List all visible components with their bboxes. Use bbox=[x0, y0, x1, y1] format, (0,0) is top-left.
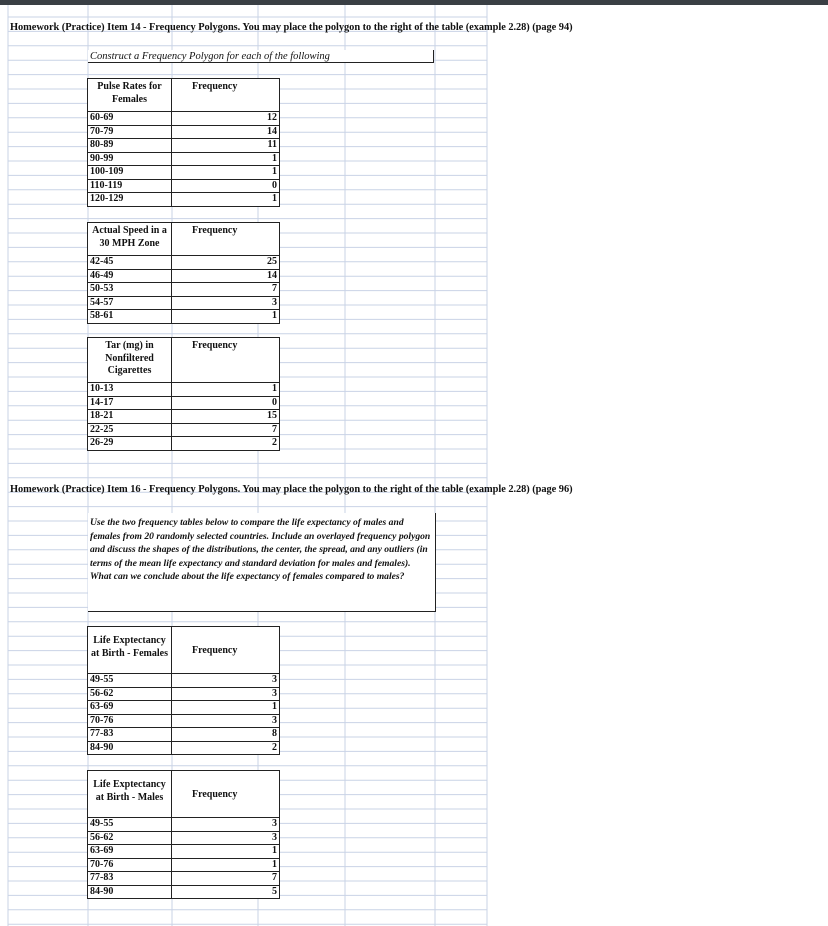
table-row bbox=[88, 383, 280, 397]
frequency-header: Frequency bbox=[172, 338, 280, 383]
frequency-cell[interactable]: 1 bbox=[172, 845, 280, 859]
interval-cell[interactable]: 56-62 bbox=[88, 831, 172, 845]
frequency-header: Frequency bbox=[172, 627, 280, 674]
table-row bbox=[88, 687, 280, 701]
interval-cell[interactable]: 49-55 bbox=[88, 818, 172, 832]
frequency-cell[interactable]: 2 bbox=[172, 741, 280, 755]
interval-cell[interactable]: 120-129 bbox=[88, 193, 172, 207]
interval-cell[interactable]: 110-119 bbox=[88, 179, 172, 193]
frequency-cell[interactable]: 1 bbox=[172, 383, 280, 397]
table-row bbox=[88, 166, 280, 180]
interval-cell[interactable]: 70-76 bbox=[88, 858, 172, 872]
table-row bbox=[88, 858, 280, 872]
frequency-cell[interactable]: 1 bbox=[172, 152, 280, 166]
interval-cell[interactable]: 100-109 bbox=[88, 166, 172, 180]
interval-cell[interactable]: 77-83 bbox=[88, 872, 172, 886]
frequency-cell[interactable]: 7 bbox=[172, 283, 280, 297]
frequency-cell[interactable]: 11 bbox=[172, 139, 280, 153]
interval-cell[interactable]: 77-83 bbox=[88, 728, 172, 742]
interval-cell[interactable]: 58-61 bbox=[88, 310, 172, 324]
interval-cell[interactable]: 42-45 bbox=[88, 256, 172, 270]
table-header-row bbox=[88, 627, 280, 674]
heading-item-16: Homework (Practice) Item 16 - Frequency Polygons. You may place the polygon to the right of the table (example 2.28) (page 96) bbox=[10, 484, 573, 495]
interval-cell[interactable]: 90-99 bbox=[88, 152, 172, 166]
table-row bbox=[88, 423, 280, 437]
interval-cell[interactable]: 80-89 bbox=[88, 139, 172, 153]
frequency-header: Frequency bbox=[172, 223, 280, 256]
table-row bbox=[88, 256, 280, 270]
table-row bbox=[88, 872, 280, 886]
table-row bbox=[88, 396, 280, 410]
interval-cell[interactable]: 54-57 bbox=[88, 296, 172, 310]
frequency-cell[interactable]: 3 bbox=[172, 687, 280, 701]
interval-cell[interactable]: 70-79 bbox=[88, 125, 172, 139]
interval-cell[interactable]: 18-21 bbox=[88, 410, 172, 424]
interval-header: Pulse Rates for Females bbox=[88, 79, 172, 112]
table-row bbox=[88, 112, 280, 126]
interval-cell[interactable]: 14-17 bbox=[88, 396, 172, 410]
frequency-cell[interactable]: 2 bbox=[172, 437, 280, 451]
table-row bbox=[88, 139, 280, 153]
table-row bbox=[88, 818, 280, 832]
frequency-cell[interactable]: 5 bbox=[172, 885, 280, 899]
table-header-row bbox=[88, 223, 280, 256]
table-row bbox=[88, 741, 280, 755]
frequency-cell[interactable]: 0 bbox=[172, 179, 280, 193]
instruction-box-16: Use the two frequency tables below to compare the life expectancy of males and females from 20 randomly selected countries. Include an overlayed frequency polygon and discuss the shapes of the distributions, the center, the spread, and any outliers (in terms of the mean life expectancy and standard deviation for males and females). What can we conclude about the life expectancy of females compared to males? bbox=[88, 513, 436, 612]
interval-cell[interactable]: 46-49 bbox=[88, 269, 172, 283]
table-row bbox=[88, 845, 280, 859]
table-header-row bbox=[88, 79, 280, 112]
table-row bbox=[88, 728, 280, 742]
table-row bbox=[88, 193, 280, 207]
frequency-cell[interactable]: 1 bbox=[172, 166, 280, 180]
table-row bbox=[88, 125, 280, 139]
frequency-cell[interactable]: 1 bbox=[172, 701, 280, 715]
interval-cell[interactable]: 84-90 bbox=[88, 741, 172, 755]
interval-header: Actual Speed in a 30 MPH Zone bbox=[88, 223, 172, 256]
interval-header: Life Exptectancy at Birth - Females bbox=[88, 627, 172, 674]
table-row bbox=[88, 296, 280, 310]
frequency-cell[interactable]: 1 bbox=[172, 858, 280, 872]
table-row bbox=[88, 269, 280, 283]
table-pulse-rates bbox=[87, 78, 280, 207]
frequency-cell[interactable]: 14 bbox=[172, 125, 280, 139]
frequency-cell[interactable]: 0 bbox=[172, 396, 280, 410]
frequency-header: Frequency bbox=[172, 771, 280, 818]
frequency-cell[interactable]: 8 bbox=[172, 728, 280, 742]
interval-cell[interactable]: 22-25 bbox=[88, 423, 172, 437]
interval-cell[interactable]: 63-69 bbox=[88, 845, 172, 859]
frequency-cell[interactable]: 3 bbox=[172, 296, 280, 310]
interval-cell[interactable]: 49-55 bbox=[88, 674, 172, 688]
frequency-cell[interactable]: 3 bbox=[172, 674, 280, 688]
table-life-males bbox=[87, 770, 280, 899]
table-row bbox=[88, 410, 280, 424]
frequency-cell[interactable]: 7 bbox=[172, 872, 280, 886]
table-row bbox=[88, 310, 280, 324]
frequency-cell[interactable]: 12 bbox=[172, 112, 280, 126]
instruction-box-14: Construct a Frequency Polygon for each of the following bbox=[88, 50, 434, 63]
table-tar bbox=[87, 337, 280, 451]
interval-cell[interactable]: 26-29 bbox=[88, 437, 172, 451]
frequency-header: Frequency bbox=[172, 79, 280, 112]
table-life-females bbox=[87, 626, 280, 755]
table-row bbox=[88, 179, 280, 193]
frequency-cell[interactable]: 1 bbox=[172, 310, 280, 324]
frequency-cell[interactable]: 1 bbox=[172, 193, 280, 207]
frequency-cell[interactable]: 3 bbox=[172, 714, 280, 728]
frequency-cell[interactable]: 3 bbox=[172, 831, 280, 845]
table-row bbox=[88, 437, 280, 451]
frequency-cell[interactable]: 15 bbox=[172, 410, 280, 424]
frequency-cell[interactable]: 7 bbox=[172, 423, 280, 437]
heading-item-14: Homework (Practice) Item 14 - Frequency Polygons. You may place the polygon to the right of the table (example 2.28) (page 94) bbox=[10, 22, 573, 33]
table-row bbox=[88, 714, 280, 728]
interval-header: Tar (mg) in Nonfiltered Cigarettes bbox=[88, 338, 172, 383]
frequency-cell[interactable]: 14 bbox=[172, 269, 280, 283]
frequency-cell[interactable]: 25 bbox=[172, 256, 280, 270]
interval-cell[interactable]: 70-76 bbox=[88, 714, 172, 728]
table-row bbox=[88, 831, 280, 845]
table-row bbox=[88, 885, 280, 899]
interval-header: Life Exptectancy at Birth - Males bbox=[88, 771, 172, 818]
table-row bbox=[88, 674, 280, 688]
interval-cell[interactable]: 10-13 bbox=[88, 383, 172, 397]
table-speed bbox=[87, 222, 280, 324]
table-row bbox=[88, 152, 280, 166]
frequency-cell[interactable]: 3 bbox=[172, 818, 280, 832]
table-header-row bbox=[88, 771, 280, 818]
interval-cell[interactable]: 50-53 bbox=[88, 283, 172, 297]
table-row bbox=[88, 701, 280, 715]
interval-cell[interactable]: 63-69 bbox=[88, 701, 172, 715]
table-header-row bbox=[88, 338, 280, 383]
interval-cell[interactable]: 84-90 bbox=[88, 885, 172, 899]
table-row bbox=[88, 283, 280, 297]
interval-cell[interactable]: 56-62 bbox=[88, 687, 172, 701]
interval-cell[interactable]: 60-69 bbox=[88, 112, 172, 126]
